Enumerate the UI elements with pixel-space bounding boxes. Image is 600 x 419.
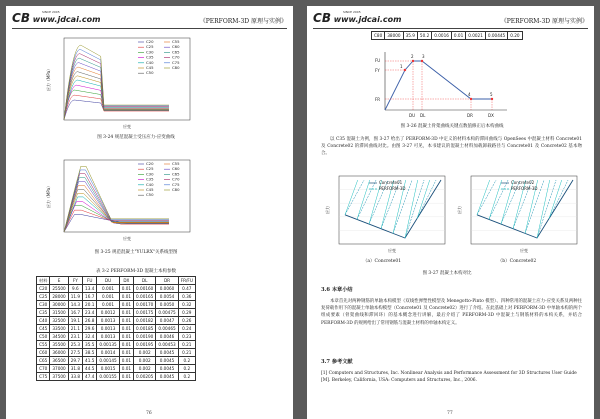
book-title: 《PERFORM-3D 原理与实例》 bbox=[199, 18, 287, 25]
table-cell: 0.01 bbox=[119, 341, 133, 349]
table-cell: 0.00145 bbox=[97, 357, 119, 365]
table-cell: 13.4 bbox=[83, 285, 97, 293]
right-page bbox=[307, 6, 594, 419]
table-cell: 16.7 bbox=[68, 309, 82, 317]
paragraph-2: 本章首先对两种钢筋的单轴本构模型（双线性弹塑性模型及 Menegotto-Pinto 模型）、四种常用的混凝土应力-应变关系及两种往复荷载作用下的混凝土单轴本构模型（Concrete01 及 Concrete02）进行了介绍。在此基础上对 PERFORM-3D 中单轴本构的两个组成要素（骨架曲线和滞回环）的基本概念进行讲解，最后介绍了 PERFORM-3D 中混凝土与钢筋材料的本构关系，并结合 PERFORM-3D 的规则给出了常用钢筋与混凝土材料的单轴本构定义。 bbox=[321, 299, 582, 326]
page-header bbox=[12, 10, 287, 29]
table-header-cell: 材料 bbox=[37, 277, 50, 285]
perform3d-path bbox=[537, 180, 550, 238]
stress-strain-chart-2 bbox=[46, 154, 196, 242]
table-row bbox=[372, 32, 523, 40]
legend-entry: C35 bbox=[146, 176, 154, 182]
table-cell: 35.5 bbox=[83, 341, 97, 349]
table-cell: 0.01 bbox=[119, 293, 133, 301]
legend-entry: C80 bbox=[172, 65, 180, 70]
table-cell: 0.01 bbox=[119, 301, 133, 309]
table-cell: 0.001 bbox=[97, 285, 119, 293]
table-cell: 0.0021 bbox=[466, 32, 486, 40]
table-cell: 0.0045 bbox=[156, 349, 178, 357]
table-cell: 36000 bbox=[50, 349, 68, 357]
table-cell: 16.7 bbox=[83, 293, 97, 301]
legend-entry: C75 bbox=[172, 181, 180, 187]
table-cell: 11.9 bbox=[68, 293, 82, 301]
hysteresis-chart-concrete02 bbox=[457, 172, 581, 254]
table-cell: 36500 bbox=[50, 357, 68, 365]
point-3-label: 3 bbox=[422, 54, 425, 59]
table-cell: 50.2 bbox=[417, 32, 431, 40]
perform3d-path bbox=[477, 180, 490, 215]
legend-entry: C80 bbox=[172, 187, 180, 192]
table-cell: 33500 bbox=[50, 325, 68, 333]
table-row bbox=[37, 301, 196, 309]
table-row bbox=[37, 317, 196, 325]
book-title: 《PERFORM-3D 原理与实例》 bbox=[500, 18, 588, 25]
unload-reload-path bbox=[417, 180, 436, 219]
table-cell: 0.2 bbox=[178, 365, 195, 373]
table-cell: 0.47 bbox=[178, 285, 195, 293]
table-cell: 0.0013 bbox=[97, 333, 119, 341]
table-row bbox=[37, 365, 196, 373]
table-cell: 0.01 bbox=[119, 357, 133, 365]
table-cell: C45 bbox=[37, 325, 50, 333]
table-cell: 33.8 bbox=[68, 373, 82, 381]
table-cell: 0.32 bbox=[178, 301, 195, 309]
table-cell: 0.0047 bbox=[156, 317, 178, 325]
stress-strain-chart-1 bbox=[46, 32, 196, 130]
paragraph-1: 以 C35 混凝土为例，图 3-27 给出了 PERFORM-3D 中定义的材料本构的滞回曲线与 OpenSees 中混凝土材料 Concrete01 及 Concrete02 的滞回曲线对比。由图 3-27 可见，本书建议的混凝土材料加载卸载路径与 Concrete01 及 Concrete02 基本吻合。 bbox=[321, 137, 582, 157]
table-cell: 31500 bbox=[50, 309, 68, 317]
table-cell: 0.001 bbox=[97, 301, 119, 309]
table-cell: 0.0014 bbox=[97, 349, 119, 357]
table-cell: 37000 bbox=[50, 365, 68, 373]
du-label: DU bbox=[409, 113, 416, 118]
x-axis-label: 应变 bbox=[388, 248, 396, 253]
table-cell: 0.23 bbox=[178, 333, 195, 341]
perform3d-path bbox=[417, 180, 430, 219]
table-cell: 0.01 bbox=[451, 32, 465, 40]
table-row bbox=[37, 349, 196, 357]
table-cell: 0.00205 bbox=[134, 373, 156, 381]
table-cell: 20.1 bbox=[83, 301, 97, 309]
table-cell: 0.0013 bbox=[97, 317, 119, 325]
table-cell: 29.7 bbox=[68, 357, 82, 365]
legend-entry: C45 bbox=[146, 187, 154, 192]
unload-reload-path bbox=[357, 180, 376, 219]
backbone-curve-diagram bbox=[367, 48, 517, 120]
table-cell: 0.00160 bbox=[134, 285, 156, 293]
legend-entry: C70 bbox=[172, 54, 180, 60]
table-cell: 0.00182 bbox=[134, 317, 156, 325]
table-cell: 0.29 bbox=[178, 309, 195, 317]
legend-entry: C60 bbox=[172, 166, 180, 172]
table-cell: 0.0046 bbox=[156, 333, 178, 341]
table-cell: 0.00170 bbox=[134, 301, 156, 309]
table-cell: 9.6 bbox=[68, 285, 82, 293]
table-cell: C60 bbox=[37, 349, 50, 357]
table-cell: 0.00185 bbox=[134, 325, 156, 333]
table-cell: 30000 bbox=[50, 301, 68, 309]
table-cell: 0.00195 bbox=[134, 341, 156, 349]
table-header-cell: FY bbox=[68, 277, 82, 285]
dr-label: DR bbox=[467, 113, 473, 118]
table-cell: C25 bbox=[37, 293, 50, 301]
perform3d-path bbox=[489, 180, 502, 219]
table-header-cell: E bbox=[50, 277, 68, 285]
table-cell: 38.5 bbox=[83, 349, 97, 357]
subfigure-caption-a: （a）Concrete01 bbox=[362, 259, 402, 264]
legend-entry: C55 bbox=[172, 161, 180, 166]
table-cell: 44.5 bbox=[83, 365, 97, 373]
x-axis-label: 应变 bbox=[123, 124, 131, 129]
table-cell: 38000 bbox=[385, 32, 403, 40]
table-cell: C75 bbox=[37, 373, 50, 381]
table-cell: 0.01 bbox=[119, 317, 133, 325]
table-cell: 28000 bbox=[50, 293, 68, 301]
table-cell: 0.01 bbox=[119, 349, 133, 357]
table-cell: C50 bbox=[37, 333, 50, 341]
legend-entry: C75 bbox=[172, 59, 180, 65]
table-row bbox=[37, 293, 196, 301]
section-heading-3-7: 3.7 参考文献 bbox=[321, 359, 353, 365]
table-cell: 0.0016 bbox=[432, 32, 452, 40]
x-axis-label: 应变 bbox=[123, 236, 131, 241]
x-axis-label: 应变 bbox=[520, 248, 528, 253]
table-cell: 26.8 bbox=[83, 317, 97, 325]
table-cell: 0.26 bbox=[178, 317, 195, 325]
table-cell: 0.00155 bbox=[97, 373, 119, 381]
logo-since: SINCE 2005 bbox=[343, 10, 361, 14]
table-cell: 0.00165 bbox=[134, 293, 156, 301]
table-cell: 0.21 bbox=[178, 341, 195, 349]
table-cell: 0.001 bbox=[97, 293, 119, 301]
table-cell: C80 bbox=[372, 32, 385, 40]
legend-entry: C25 bbox=[146, 166, 154, 172]
fy-label: FY bbox=[375, 68, 380, 73]
table-cell: 0.2 bbox=[178, 357, 195, 365]
legend-entry: C20 bbox=[146, 39, 154, 44]
table-row bbox=[37, 325, 196, 333]
table-caption: 表 3-2 PERFORM-3D 混凝土本构参数 bbox=[95, 269, 177, 274]
point-2-label: 2 bbox=[411, 54, 414, 59]
legend-entry: C45 bbox=[146, 65, 154, 70]
unload-reload-path bbox=[345, 180, 364, 215]
table-row bbox=[37, 309, 196, 317]
y-axis-label: 应力 bbox=[325, 206, 330, 214]
page-number: 77 bbox=[447, 411, 453, 416]
table-cell: 0.0045 bbox=[156, 365, 178, 373]
figure-caption: 图 3-27 混凝土本构对比 bbox=[422, 271, 472, 276]
table-cell: 0.00135 bbox=[97, 341, 119, 349]
dx-label: DX bbox=[488, 113, 494, 118]
table-cell: 0.002 bbox=[134, 357, 156, 365]
table-header-cell: DU bbox=[97, 277, 119, 285]
perform3d-path bbox=[405, 180, 418, 238]
table-cell: 0.0015 bbox=[97, 365, 119, 373]
table-cell: 0.0013 bbox=[97, 325, 119, 333]
legend-entry: Concrete01 bbox=[379, 180, 403, 185]
table-cell: 34500 bbox=[50, 333, 68, 341]
y-axis-label: 应力 bbox=[457, 206, 462, 214]
reference-1: [1] Computers and Structures, Inc. Nonlinear Analysis and Performance Assessment for 3D Structures User Guide [M]. Berkeley, California, USA: Computers and Structures, Inc., 2006. bbox=[321, 371, 577, 383]
perform3d-path bbox=[549, 180, 562, 219]
table-row bbox=[37, 285, 196, 293]
table-cell: 31.8 bbox=[68, 365, 82, 373]
table-cell: 0.20 bbox=[508, 32, 522, 40]
fr-label: FR bbox=[375, 97, 381, 102]
unload-reload-path bbox=[489, 180, 508, 219]
table-cell: 0.01 bbox=[119, 365, 133, 373]
fu-label: FU bbox=[375, 58, 381, 63]
table-cell: 0.002 bbox=[134, 365, 156, 373]
legend-entry: C60 bbox=[172, 44, 180, 50]
material-parameter-table-continued bbox=[371, 31, 523, 40]
series-line-c35 bbox=[64, 201, 169, 232]
unload-reload-path bbox=[405, 180, 424, 238]
table-cell: 0.00175 bbox=[134, 309, 156, 317]
y-axis-label: 应力（MPa） bbox=[46, 183, 51, 209]
table-cell: C20 bbox=[37, 285, 50, 293]
left-page bbox=[6, 6, 293, 419]
site-logo: CB www.jdcai.com bbox=[313, 11, 402, 25]
table-cell: 19.1 bbox=[68, 317, 82, 325]
table-cell: 0.0054 bbox=[156, 293, 178, 301]
table-cell: 21.1 bbox=[68, 325, 82, 333]
table-cell: 47.4 bbox=[83, 373, 97, 381]
page-header bbox=[313, 10, 588, 29]
table-cell: 32500 bbox=[50, 317, 68, 325]
legend-entry: C50 bbox=[146, 192, 154, 198]
table-cell: C65 bbox=[37, 357, 50, 365]
table-cell: 0.002 bbox=[134, 349, 156, 357]
legend-entry: C65 bbox=[172, 171, 180, 177]
table-cell: 23.4 bbox=[83, 309, 97, 317]
table-cell: 35.9 bbox=[403, 32, 417, 40]
figure-caption: 图 3-25 规范混凝土"YULRX"关系线型图 bbox=[94, 250, 178, 255]
table-header-row bbox=[37, 277, 196, 285]
table-header-cell: FU bbox=[83, 277, 97, 285]
table-cell: 0.0012 bbox=[97, 309, 119, 317]
table-cell: 23.1 bbox=[68, 333, 82, 341]
y-axis-label: 应力（MPa） bbox=[46, 66, 51, 92]
legend-entry: C30 bbox=[146, 49, 154, 55]
table-cell: 35500 bbox=[50, 341, 68, 349]
table-row bbox=[37, 341, 196, 349]
table-cell: 0.00190 bbox=[134, 333, 156, 341]
table-cell: C40 bbox=[37, 317, 50, 325]
table-cell: 0.00475 bbox=[156, 309, 178, 317]
point-5-label: 5 bbox=[490, 92, 493, 97]
table-cell: 0.0045 bbox=[156, 373, 178, 381]
table-cell: 0.01 bbox=[119, 285, 133, 293]
series-line-c45 bbox=[64, 193, 169, 232]
site-logo: CB www.jdcai.com bbox=[12, 11, 101, 25]
legend-entry: Concrete02 bbox=[511, 180, 535, 185]
table-cell: 0.2 bbox=[178, 373, 195, 381]
table-cell: 0.0045 bbox=[156, 357, 178, 365]
table-cell: 29.6 bbox=[83, 325, 97, 333]
table-cell: C70 bbox=[37, 365, 50, 373]
table-cell: 32.4 bbox=[83, 333, 97, 341]
table-cell: 25.3 bbox=[68, 341, 82, 349]
table-cell: C35 bbox=[37, 309, 50, 317]
table-cell: C30 bbox=[37, 301, 50, 309]
legend-entry: C40 bbox=[146, 181, 154, 187]
table-cell: 0.21 bbox=[178, 349, 195, 357]
table-row bbox=[37, 333, 196, 341]
legend-entry: C50 bbox=[146, 70, 154, 76]
figure-caption: 图 3-26 混凝土骨架曲线关键点数值修正后本构曲线 bbox=[400, 124, 504, 129]
legend-entry: C55 bbox=[172, 39, 180, 44]
perform3d-path bbox=[345, 180, 358, 215]
point-4-label: 4 bbox=[468, 92, 471, 97]
page-number: 76 bbox=[146, 411, 152, 416]
subfigure-caption-b: （b）Concrete02 bbox=[497, 259, 537, 264]
table-cell: 0.01 bbox=[119, 373, 133, 381]
table-cell: 0.0060 bbox=[156, 285, 178, 293]
table-cell: 0.01 bbox=[119, 325, 133, 333]
series-line-c45 bbox=[64, 76, 169, 120]
table-row bbox=[37, 357, 196, 365]
dl-label: DL bbox=[420, 113, 426, 118]
unload-reload-path bbox=[537, 180, 556, 238]
table-cell: 0.00445 bbox=[485, 32, 507, 40]
table-cell: 0.24 bbox=[178, 325, 195, 333]
table-cell: 0.01 bbox=[119, 333, 133, 341]
table-cell: 0.0050 bbox=[156, 301, 178, 309]
section-heading-3-6: 3.6 本章小结 bbox=[321, 287, 353, 293]
table-row bbox=[37, 373, 196, 381]
unload-reload-path bbox=[549, 180, 568, 219]
legend-entry: PERFORM-3D bbox=[511, 186, 538, 191]
perform3d-path bbox=[357, 180, 370, 219]
table-header-cell: FR/FU bbox=[178, 277, 195, 285]
table-cell: C55 bbox=[37, 341, 50, 349]
point-1-label: 1 bbox=[400, 64, 403, 69]
hysteresis-chart-concrete01 bbox=[325, 172, 449, 254]
table-cell: 14.3 bbox=[68, 301, 82, 309]
series-line-c35 bbox=[64, 85, 169, 120]
legend-entry: C30 bbox=[146, 171, 154, 177]
material-parameter-table bbox=[36, 276, 196, 381]
table-cell: 41.5 bbox=[83, 357, 97, 365]
unload-reload-path bbox=[477, 180, 496, 215]
legend-entry: PERFORM-3D bbox=[379, 186, 406, 191]
legend-entry: C70 bbox=[172, 176, 180, 182]
table-cell: 0.36 bbox=[178, 293, 195, 301]
legend-entry: C35 bbox=[146, 54, 154, 60]
logo-since: SINCE 2005 bbox=[42, 10, 60, 14]
legend-entry: C20 bbox=[146, 161, 154, 166]
table-cell: 0.01 bbox=[119, 309, 133, 317]
table-header-cell: DX bbox=[119, 277, 133, 285]
legend-entry: C65 bbox=[172, 49, 180, 55]
table-cell: 25500 bbox=[50, 285, 68, 293]
table-header-cell: DL bbox=[134, 277, 156, 285]
legend-entry: C40 bbox=[146, 59, 154, 65]
table-cell: 0.00453 bbox=[156, 341, 178, 349]
table-cell: 37500 bbox=[50, 373, 68, 381]
legend-entry: C25 bbox=[146, 44, 154, 50]
figure-caption: 图 3-24 规范混凝土受压应力-应变曲线 bbox=[97, 135, 175, 140]
table-cell: 27.5 bbox=[68, 349, 82, 357]
table-header-cell: DR bbox=[156, 277, 178, 285]
table-cell: 0.00465 bbox=[156, 325, 178, 333]
